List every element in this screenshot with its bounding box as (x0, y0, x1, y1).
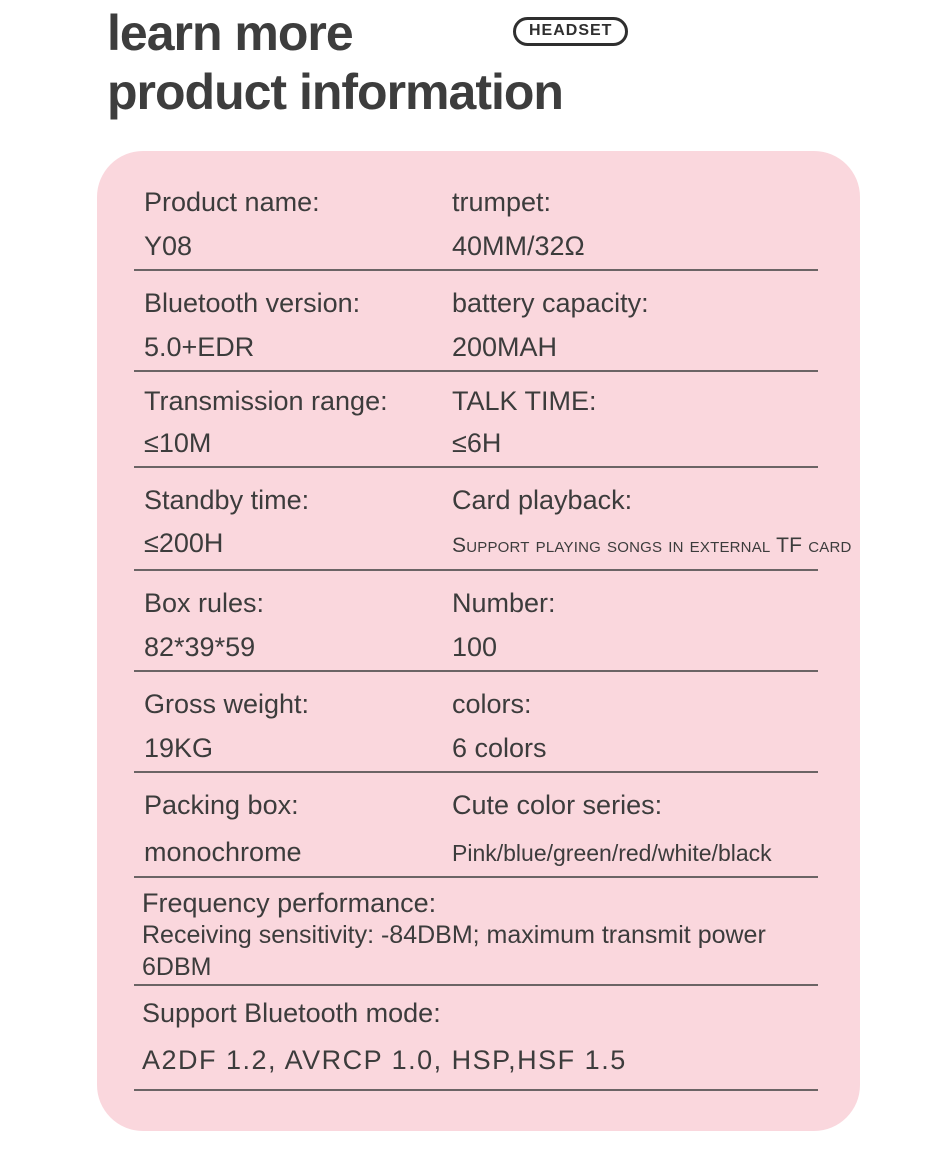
spec-value: 200MAH (452, 332, 558, 362)
spec-value: ≤10M (144, 428, 212, 458)
spec-label: Number: (452, 588, 556, 618)
spec-label: Support Bluetooth mode: (142, 998, 441, 1028)
spec-label: Transmission range: (144, 386, 388, 416)
divider (134, 1089, 818, 1091)
spec-value: monochrome (144, 837, 302, 867)
spec-label: trumpet: (452, 187, 552, 217)
spec-label: Frequency performance: (142, 888, 437, 918)
spec-value: 5.0+EDR (144, 332, 255, 362)
spec-label: Standby time: (144, 485, 310, 515)
spec-label: Bluetooth version: (144, 288, 361, 318)
spec-value: ≤200H (144, 528, 224, 558)
spec-value: 82*39*59 (144, 632, 256, 662)
spec-value: Pink/blue/green/red/white/black (452, 840, 772, 866)
spec-label: colors: (452, 689, 532, 719)
spec-section-bluetooth-version (97, 271, 860, 372)
spec-section-standby-time (97, 468, 860, 571)
spec-label: TALK TIME: (452, 386, 597, 416)
spec-value: 100 (452, 632, 498, 662)
spec-value: Y08 (144, 231, 193, 261)
page-title-line1: learn more (107, 5, 353, 61)
spec-section-transmission-range (97, 372, 860, 468)
spec-label: Product name: (144, 187, 320, 217)
page-title-line2: product information (107, 64, 563, 120)
spec-section-box-rules (97, 571, 860, 672)
spec-value: 6 colors (452, 733, 547, 763)
spec-value: 19KG (144, 733, 214, 763)
spec-section-packing-box (97, 773, 860, 878)
spec-value: A2DF 1.2, AVRCP 1.0, HSP,HSF 1.5 (142, 1045, 627, 1075)
spec-section-bluetooth-mode (97, 986, 860, 1091)
page-title (107, 4, 563, 122)
spec-value: ≤6H (452, 428, 502, 458)
spec-label: battery capacity: (452, 288, 649, 318)
spec-label: Gross weight: (144, 689, 310, 719)
spec-value: Support playing songs in external TF card (452, 534, 852, 557)
headset-badge: HEADSET (513, 17, 628, 46)
spec-section-gross-weight (97, 672, 860, 773)
spec-label: Box rules: (144, 588, 265, 618)
spec-value: Receiving sensitivity: -84DBM; maximum transmit power 6DBM (142, 921, 766, 981)
spec-value: 40MM/32Ω (452, 231, 585, 261)
spec-section-product-name (97, 151, 860, 271)
spec-section-frequency-performance (97, 878, 860, 986)
spec-label: Packing box: (144, 790, 299, 820)
spec-card (97, 151, 860, 1131)
spec-label: Cute color series: (452, 790, 663, 820)
spec-label: Card playback: (452, 485, 633, 515)
